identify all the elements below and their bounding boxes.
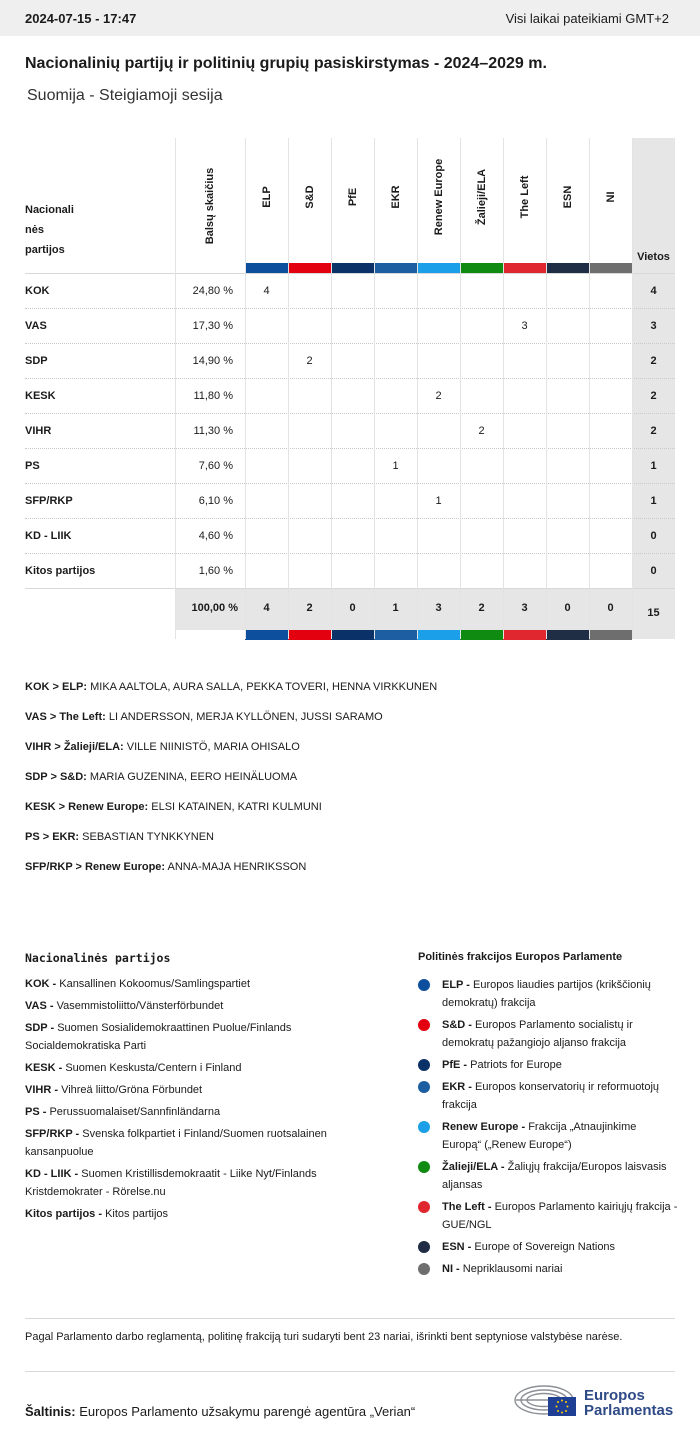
vote-share: 7,60 % bbox=[198, 460, 233, 472]
group-color-bar bbox=[288, 630, 331, 640]
seats-table bbox=[25, 138, 675, 619]
group-legend-item: ELP - Europos liaudies partijos (krikščionių demokratų) frakcija bbox=[418, 976, 678, 1012]
mep-party-group: SDP > S&D: bbox=[25, 771, 87, 783]
vote-share: 1,60 % bbox=[198, 565, 233, 577]
group-column-header: ESN bbox=[546, 138, 589, 273]
national-legend-item: KESK - Suomen Keskusta/Centern i Finland bbox=[25, 1062, 242, 1074]
mep-party-group: KOK > ELP: bbox=[25, 681, 88, 693]
national-legend-item: PS - Perussuomalaiset/Sannfinländarna bbox=[25, 1106, 221, 1118]
group-column-header: ELP bbox=[245, 138, 288, 273]
total-group-seats: 0 bbox=[607, 602, 614, 614]
table-row bbox=[25, 553, 675, 588]
national-legend-item: KOK - Kansallinen Kokoomus/Samlingspartiet bbox=[25, 978, 251, 990]
rules-note: Pagal Parlamento darbo reglamentą, politinę frakciją turi sudaryti bent 23 nariai, išrinkti bent septyniose valstybėse narėse. bbox=[25, 1318, 675, 1372]
mep-names: ELSI KATAINEN, KATRI KULMUNI bbox=[151, 801, 322, 813]
mep-line bbox=[25, 861, 675, 891]
group-color-bar bbox=[289, 263, 331, 273]
mep-names: SEBASTIAN TYNKKYNEN bbox=[82, 831, 215, 843]
national-legend-item: SDP - Suomen Sosialidemokraattinen Puolue/Finlands Socialdemokratiska Parti bbox=[25, 1022, 292, 1052]
group-color-bar bbox=[245, 630, 288, 640]
party-name: SDP bbox=[25, 355, 48, 367]
seats-column-header: Vietos bbox=[637, 251, 670, 263]
ep-logo bbox=[513, 1381, 678, 1421]
group-seats-cell: 2 bbox=[306, 355, 313, 367]
party-name: VAS bbox=[25, 320, 47, 332]
mep-party-group: VAS > The Left: bbox=[25, 711, 106, 723]
table-row bbox=[25, 448, 675, 483]
total-group-seats: 1 bbox=[392, 602, 399, 614]
group-color-bar bbox=[546, 630, 589, 640]
mep-names: MIKA AALTOLA, AURA SALLA, PEKKA TOVERI, HENNA VIRKKUNEN bbox=[90, 681, 438, 693]
table-row bbox=[25, 413, 675, 448]
logo-line-1: Europos bbox=[584, 1387, 645, 1404]
party-seats: 2 bbox=[650, 355, 657, 367]
vote-share: 24,80 % bbox=[192, 285, 233, 297]
mep-party-group: PS > EKR: bbox=[25, 831, 80, 843]
timezone-note: Visi laikai pateikiami GMT+2 bbox=[505, 10, 669, 26]
group-color-bar bbox=[417, 630, 460, 640]
vote-share: 14,90 % bbox=[192, 355, 233, 367]
group-legend-item: The Left - Europos Parlamento kairiųjų frakcija - GUE/NGL bbox=[418, 1198, 678, 1234]
group-legend-item: Renew Europe - Frakcija „Atnaujinkime Europą“ („Renew Europe“) bbox=[418, 1118, 678, 1154]
group-color-dot-icon bbox=[418, 1081, 430, 1093]
party-column-header: Nacionali nės partijos bbox=[25, 204, 74, 256]
group-color-bar bbox=[331, 630, 374, 640]
group-color-dot-icon bbox=[418, 1121, 430, 1133]
national-legend-title: Nacionalinės partijos bbox=[25, 951, 171, 965]
group-legend-item: ESN - Europe of Sovereign Nations bbox=[418, 1238, 678, 1256]
party-seats: 0 bbox=[650, 565, 657, 577]
mep-line bbox=[25, 711, 675, 741]
national-legend-item: SFP/RKP - Svenska folkpartiet i Finland/Suomen ruotsalainen kansanpuolue bbox=[25, 1128, 327, 1158]
page-title: Nacionalinių partijų ir politinių grupių pasiskirstymas - 2024–2029 m. bbox=[25, 55, 547, 72]
mep-party-group: KESK > Renew Europe: bbox=[25, 801, 149, 813]
totals-row bbox=[25, 588, 675, 639]
votes-column-header: Balsų skaičius bbox=[204, 167, 216, 244]
group-color-dot-icon bbox=[418, 1161, 430, 1173]
party-seats: 3 bbox=[650, 320, 657, 332]
group-color-bar bbox=[374, 630, 417, 640]
total-votes: 100,00 % bbox=[191, 602, 238, 614]
party-name: SFP/RKP bbox=[25, 495, 73, 507]
table-row bbox=[25, 273, 675, 308]
mep-party-group: VIHR > Žalieji/ELA: bbox=[25, 741, 124, 753]
party-seats: 1 bbox=[650, 460, 657, 472]
group-color-bar bbox=[503, 630, 546, 640]
party-name: Kitos partijos bbox=[25, 565, 96, 577]
vote-share: 4,60 % bbox=[198, 530, 233, 542]
group-color-bar bbox=[589, 630, 632, 640]
source-text: Europos Parlamento užsakymu parengė agentūra „Verian“ bbox=[79, 1404, 416, 1419]
group-column-header: PfE bbox=[331, 138, 374, 273]
group-seats-cell: 1 bbox=[392, 460, 399, 472]
mep-names: VILLE NIINISTÖ, MARIA OHISALO bbox=[126, 741, 300, 753]
group-color-bar bbox=[504, 263, 546, 273]
table-header bbox=[25, 138, 675, 273]
party-name: KOK bbox=[25, 285, 50, 297]
group-color-bar bbox=[418, 263, 460, 273]
mep-line bbox=[25, 831, 675, 861]
national-legend-item: VAS - Vasemmistoliitto/Vänsterförbundet bbox=[25, 1000, 224, 1012]
total-group-seats: 0 bbox=[349, 602, 356, 614]
party-seats: 2 bbox=[650, 425, 657, 437]
mep-party-group: SFP/RKP > Renew Europe: bbox=[25, 861, 166, 873]
group-column-header: S&D bbox=[288, 138, 331, 273]
group-column-header: The Left bbox=[503, 138, 546, 273]
national-legend-item: Kitos partijos - Kitos partijos bbox=[25, 1208, 169, 1220]
mep-line bbox=[25, 801, 675, 831]
party-name: PS bbox=[25, 460, 40, 472]
party-name: KESK bbox=[25, 390, 56, 402]
group-color-bar bbox=[547, 263, 589, 273]
group-color-bar bbox=[461, 263, 503, 273]
party-seats: 1 bbox=[650, 495, 657, 507]
party-seats: 4 bbox=[650, 285, 657, 297]
total-group-seats: 2 bbox=[478, 602, 485, 614]
national-parties-legend bbox=[25, 951, 375, 1227]
groups-legend-title: Politinės frakcijos Europos Parlamente bbox=[418, 951, 623, 963]
mep-list bbox=[25, 681, 675, 891]
party-name: KD - LIIK bbox=[25, 530, 72, 542]
ep-logo-icon bbox=[513, 1381, 579, 1421]
total-group-seats: 2 bbox=[306, 602, 313, 614]
mep-names: MARIA GUZENINA, EERO HEINÄLUOMA bbox=[89, 771, 298, 783]
total-group-seats: 3 bbox=[435, 602, 442, 614]
group-seats-cell: 2 bbox=[478, 425, 485, 437]
group-color-bar bbox=[375, 263, 417, 273]
group-seats-cell: 3 bbox=[521, 320, 528, 332]
timestamp: 2024-07-15 - 17:47 bbox=[25, 10, 137, 26]
group-color-bar bbox=[332, 263, 374, 273]
group-seats-cell: 1 bbox=[435, 495, 442, 507]
group-color-dot-icon bbox=[418, 1019, 430, 1031]
table-row bbox=[25, 378, 675, 413]
mep-line bbox=[25, 681, 675, 711]
group-color-bar bbox=[590, 263, 632, 273]
vote-share: 17,30 % bbox=[192, 320, 233, 332]
group-seats-cell: 2 bbox=[435, 390, 442, 402]
top-bar bbox=[0, 0, 700, 36]
table-row bbox=[25, 483, 675, 518]
table-body bbox=[25, 273, 675, 588]
mep-line bbox=[25, 741, 675, 771]
group-color-bar bbox=[246, 263, 288, 273]
source-label: Šaltinis: bbox=[25, 1404, 76, 1419]
party-seats: 2 bbox=[650, 390, 657, 402]
party-name: VIHR bbox=[25, 425, 52, 437]
group-seats-cell: 4 bbox=[263, 285, 270, 297]
group-legend-item: NI - Nepriklausomi nariai bbox=[418, 1260, 678, 1278]
source-line bbox=[25, 1404, 415, 1419]
group-legend-item: Žalieji/ELA - Žaliųjų frakcija/Europos laisvasis aljansas bbox=[418, 1158, 678, 1194]
group-legend-item: EKR - Europos konservatorių ir reformuotojų frakcija bbox=[418, 1078, 678, 1114]
group-column-header: EKR bbox=[374, 138, 417, 273]
national-legend-item: VIHR - Vihreä liitto/Gröna Förbundet bbox=[25, 1084, 203, 1096]
table-row bbox=[25, 518, 675, 553]
group-color-dot-icon bbox=[418, 1059, 430, 1071]
group-color-dot-icon bbox=[418, 1241, 430, 1253]
national-legend-item: KD - LIIK - Suomen Kristillisdemokraatit - Liike Nyt/Finlands Kristdemokrater - Rörelse.nu bbox=[25, 1168, 317, 1198]
group-legend-item: PfE - Patriots for Europe bbox=[418, 1056, 678, 1074]
party-seats: 0 bbox=[650, 530, 657, 542]
group-column-header: Renew Europe bbox=[417, 138, 460, 273]
mep-names: LI ANDERSSON, MERJA KYLLÖNEN, JUSSI SARAMO bbox=[108, 711, 383, 723]
total-group-seats: 0 bbox=[564, 602, 571, 614]
group-color-dot-icon bbox=[418, 979, 430, 991]
total-group-seats: 3 bbox=[521, 602, 528, 614]
table-row bbox=[25, 343, 675, 378]
vote-share: 11,30 % bbox=[193, 425, 233, 437]
table-row bbox=[25, 308, 675, 343]
group-column-header: Žalieji/ELA bbox=[460, 138, 503, 273]
group-color-dot-icon bbox=[418, 1263, 430, 1275]
group-column-header: NI bbox=[589, 138, 632, 273]
logo-line-2: Parlamentas bbox=[584, 1402, 674, 1419]
group-legend-item: S&D - Europos Parlamento socialistų ir demokratų pažangiojo aljanso frakcija bbox=[418, 1016, 678, 1052]
vote-share: 6,10 % bbox=[198, 495, 233, 507]
groups-legend bbox=[418, 951, 678, 1282]
page-subtitle: Suomija - Steigiamoji sesija bbox=[27, 87, 223, 104]
total-seats: 15 bbox=[647, 607, 660, 619]
vote-share: 11,80 % bbox=[193, 390, 233, 402]
group-color-bar bbox=[460, 630, 503, 640]
total-group-seats: 4 bbox=[263, 602, 270, 614]
mep-line bbox=[25, 771, 675, 801]
group-color-dot-icon bbox=[418, 1201, 430, 1213]
mep-names: ANNA-MAJA HENRIKSSON bbox=[167, 861, 307, 873]
